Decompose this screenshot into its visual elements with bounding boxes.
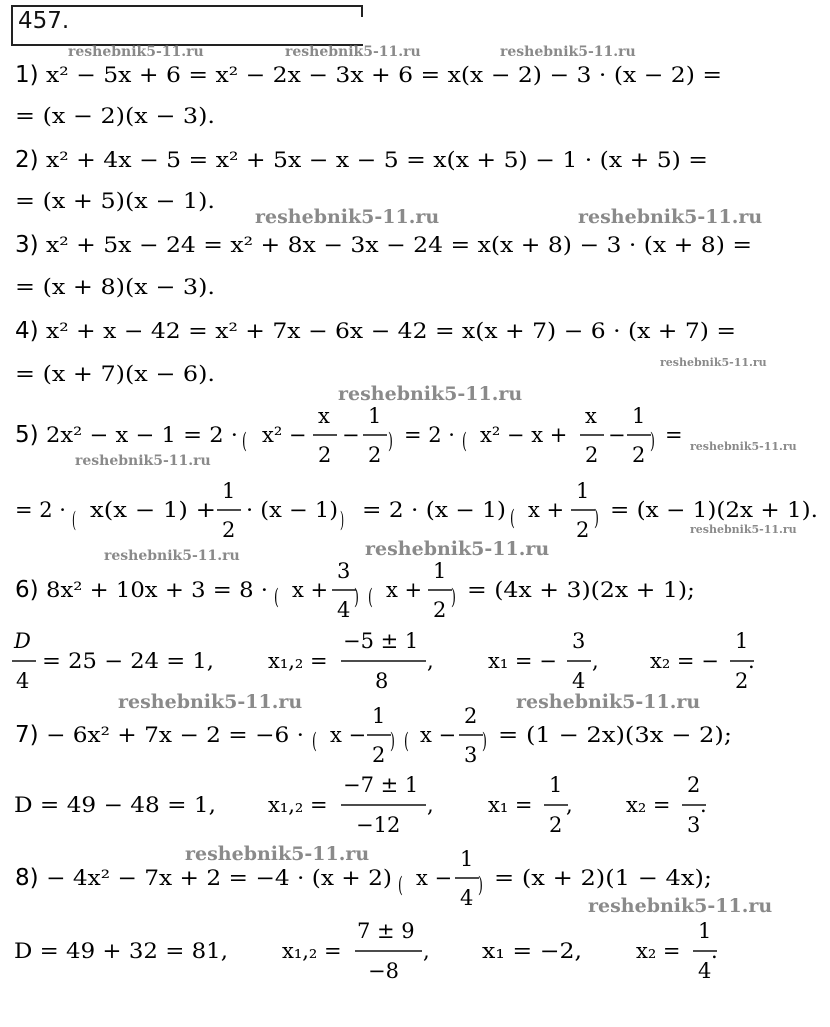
equation-part: = 2 · bbox=[15, 498, 66, 522]
equation-part: x₁ = − bbox=[488, 649, 557, 673]
fraction-denominator: 3 bbox=[464, 743, 478, 767]
equation-part: = (1 − 2x)(3x − 2); bbox=[498, 723, 732, 747]
equation-part: x₂ = bbox=[626, 793, 671, 817]
right-paren: ) bbox=[354, 585, 359, 611]
fraction-denominator: 2 bbox=[632, 443, 646, 467]
watermark: reshebnik5-11.ru bbox=[68, 44, 204, 60]
equation-part: x + bbox=[386, 578, 423, 602]
problem-number: 457. bbox=[18, 8, 70, 34]
watermark: reshebnik5-11.ru bbox=[118, 691, 303, 713]
right-paren: ) bbox=[594, 506, 599, 532]
equation-part: − bbox=[608, 423, 626, 447]
fraction-numerator: 2 bbox=[687, 773, 701, 797]
item-label: 5) bbox=[15, 422, 39, 448]
item-5 bbox=[15, 404, 818, 542]
equation-part: x₁,₂ = bbox=[268, 649, 328, 673]
fraction-numerator: 3 bbox=[337, 559, 351, 583]
item-1 bbox=[15, 62, 722, 128]
equation-part: x − bbox=[420, 723, 457, 747]
watermark: reshebnik5-11.ru bbox=[185, 843, 370, 865]
fraction-numerator: x bbox=[318, 404, 330, 428]
fraction-denominator: 2 bbox=[549, 813, 563, 837]
right-paren: ) bbox=[478, 873, 483, 899]
equation-part: x² − x + bbox=[480, 423, 568, 447]
fraction-denominator: 2 bbox=[222, 518, 236, 542]
period: . bbox=[711, 939, 718, 963]
item-3 bbox=[15, 232, 752, 299]
fraction-numerator: 3 bbox=[572, 629, 586, 653]
fraction-numerator: −5 ± 1 bbox=[343, 629, 419, 653]
item-6 bbox=[12, 559, 755, 693]
equation-part: · (x − 1) bbox=[246, 498, 338, 522]
item-label: 8) bbox=[15, 865, 39, 891]
fraction-numerator: x bbox=[585, 404, 597, 428]
equation-part: x² − bbox=[262, 423, 307, 447]
fraction-numerator: 1 bbox=[576, 479, 590, 503]
item-label: 7) bbox=[15, 722, 39, 748]
comma: , bbox=[566, 793, 573, 817]
fraction-denominator: 2 bbox=[368, 443, 382, 467]
watermark: reshebnik5-11.ru bbox=[365, 538, 550, 560]
left-paren: ( bbox=[274, 585, 279, 611]
comma: , bbox=[427, 793, 434, 817]
watermark: reshebnik5-11.ru bbox=[285, 44, 421, 60]
fraction-numerator: D bbox=[14, 629, 31, 653]
equation-part: x − bbox=[330, 723, 367, 747]
equation-line: x² + x − 42 = x² + 7x − 6x − 42 = x(x + 7) − 6 · (x + 7) = bbox=[46, 319, 736, 343]
watermark: reshebnik5-11.ru bbox=[500, 44, 636, 60]
left-paren: ( bbox=[368, 585, 373, 611]
left-paren: ( bbox=[510, 506, 515, 532]
fraction-denominator: 8 bbox=[375, 669, 389, 693]
fraction-denominator: 4 bbox=[572, 669, 586, 693]
equation-line: = (x − 2)(x − 3). bbox=[15, 104, 215, 128]
fraction-numerator: 1 bbox=[735, 629, 749, 653]
fraction-denominator: 2 bbox=[433, 598, 447, 622]
right-paren: ) bbox=[649, 429, 655, 455]
equation-part: = 25 − 24 = 1, bbox=[42, 649, 214, 673]
equation-part: − bbox=[342, 423, 360, 447]
watermark: reshebnik5-11.ru bbox=[578, 206, 763, 228]
fraction-numerator: 1 bbox=[549, 773, 563, 797]
fraction-denominator: 4 bbox=[16, 669, 30, 693]
right-paren: ) bbox=[481, 729, 487, 755]
fraction-numerator: −7 ± 1 bbox=[343, 773, 419, 797]
item-label: 1) bbox=[15, 62, 39, 88]
watermark: reshebnik5-11.ru bbox=[516, 691, 701, 713]
watermark: reshebnik5-11.ru bbox=[588, 895, 773, 917]
equation-part: = (4x + 3)(2x + 1); bbox=[467, 578, 695, 602]
fraction-denominator: 2 bbox=[318, 443, 332, 467]
comma: , bbox=[423, 939, 430, 963]
equation-part: − 6x² + 7x − 2 = −6 · bbox=[46, 723, 304, 747]
fraction-denominator: 4 bbox=[337, 598, 351, 622]
equation-line: = (x + 5)(x − 1). bbox=[15, 189, 215, 213]
fraction-numerator: 7 ± 9 bbox=[357, 919, 415, 943]
fraction-numerator: 1 bbox=[698, 919, 712, 943]
equation-line: x² + 5x − 24 = x² + 8x − 3x − 24 = x(x + 8) − 3 · (x + 8) = bbox=[46, 233, 753, 257]
left-paren: ( bbox=[398, 873, 403, 899]
equation-part: x₁,₂ = bbox=[268, 793, 328, 817]
item-7 bbox=[14, 704, 732, 837]
fraction-denominator: 2 bbox=[585, 443, 599, 467]
right-paren: ) bbox=[388, 429, 393, 455]
fraction-denominator: 2 bbox=[735, 669, 749, 693]
item-label: 2) bbox=[15, 147, 39, 173]
fraction-numerator: 2 bbox=[464, 704, 478, 728]
equation-part: x₁ = −2, bbox=[482, 939, 582, 963]
left-paren: ( bbox=[462, 429, 467, 455]
item-label: 6) bbox=[15, 577, 39, 603]
left-paren: ( bbox=[404, 729, 409, 755]
equation-part: D = 49 − 48 = 1, bbox=[14, 793, 216, 817]
fraction-denominator: 2 bbox=[372, 743, 386, 767]
fraction-numerator: 1 bbox=[632, 404, 646, 428]
right-paren: ) bbox=[389, 729, 395, 755]
equation-part: x₁ = bbox=[488, 793, 533, 817]
equation-part: x₂ = − bbox=[650, 649, 719, 673]
right-paren: ) bbox=[451, 585, 456, 611]
watermark: reshebnik5-11.ru bbox=[690, 523, 797, 536]
watermark: reshebnik5-11.ru bbox=[690, 440, 797, 453]
equation-part: = 2 · (x − 1) bbox=[362, 498, 506, 522]
item-2 bbox=[15, 147, 708, 213]
fraction-denominator: 2 bbox=[576, 518, 590, 542]
left-paren: ( bbox=[312, 729, 317, 755]
fraction-numerator: 1 bbox=[433, 559, 447, 583]
watermark: reshebnik5-11.ru bbox=[104, 548, 240, 564]
comma: , bbox=[592, 649, 599, 673]
fraction-denominator: 3 bbox=[687, 813, 701, 837]
fraction-numerator: 1 bbox=[368, 404, 382, 428]
equation-part: x + bbox=[528, 498, 565, 522]
comma: , bbox=[427, 649, 434, 673]
equation-part: x + bbox=[292, 578, 329, 602]
item-4 bbox=[15, 318, 736, 386]
fraction-numerator: 1 bbox=[460, 847, 474, 871]
equation-line: x² + 4x − 5 = x² + 5x − x − 5 = x(x + 5) − 1 · (x + 5) = bbox=[46, 148, 708, 172]
right-paren: ) bbox=[340, 508, 345, 533]
period: . bbox=[748, 649, 755, 673]
fraction-denominator: −8 bbox=[368, 959, 399, 983]
item-label: 4) bbox=[15, 318, 39, 344]
watermark: reshebnik5-11.ru bbox=[338, 383, 523, 405]
period: . bbox=[700, 793, 707, 817]
equation-line: x² − 5x + 6 = x² − 2x − 3x + 6 = x(x − 2) − 3 · (x − 2) = bbox=[46, 63, 722, 87]
equation-part: = (x − 1)(2x + 1). bbox=[610, 498, 818, 522]
equation-part: 8x² + 10x + 3 = 8 · bbox=[46, 578, 268, 602]
watermark: reshebnik5-11.ru bbox=[75, 453, 211, 469]
equation-part: x₂ = bbox=[636, 939, 681, 963]
fraction-denominator: −12 bbox=[356, 813, 401, 837]
watermark: reshebnik5-11.ru bbox=[660, 356, 767, 369]
equation-part: = 2 · bbox=[404, 423, 455, 447]
equation-part: − 4x² − 7x + 2 = −4 · (x + 2) bbox=[46, 866, 392, 890]
fraction-numerator: 1 bbox=[372, 704, 386, 728]
equation-part: = bbox=[665, 423, 683, 447]
watermark: reshebnik5-11.ru bbox=[255, 206, 440, 228]
equation-part: x − bbox=[416, 866, 453, 890]
fraction-denominator: 4 bbox=[698, 959, 712, 983]
fraction-denominator: 4 bbox=[460, 886, 474, 910]
equation-part: D = 49 + 32 = 81, bbox=[14, 939, 228, 963]
left-paren: ( bbox=[72, 508, 77, 533]
fraction-numerator: 1 bbox=[222, 479, 236, 503]
left-paren: ( bbox=[242, 429, 247, 455]
equation-line: = (x + 7)(x − 6). bbox=[15, 362, 215, 386]
item-label: 3) bbox=[15, 232, 39, 258]
equation-line: = (x + 8)(x − 3). bbox=[15, 275, 215, 299]
equation-part: 2x² − x − 1 = 2 · bbox=[46, 423, 238, 447]
equation-part: x₁,₂ = bbox=[282, 939, 342, 963]
equation-part: x(x − 1) + bbox=[90, 498, 216, 522]
equation-part: = (x + 2)(1 − 4x); bbox=[494, 866, 712, 890]
